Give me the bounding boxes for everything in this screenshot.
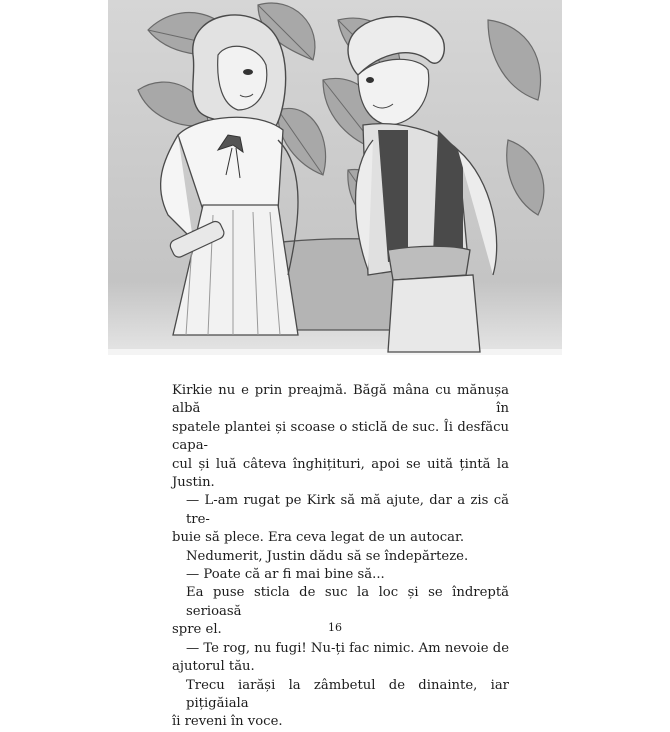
text-line: buie să plece. Era ceva legat de un autocar. xyxy=(172,530,465,546)
page-number: 16 xyxy=(328,621,342,634)
paragraph-3 xyxy=(172,548,509,566)
paragraph-1 xyxy=(172,382,509,492)
text-line: cul și luă câteva înghițituri, apoi se uită țintă la Justin. xyxy=(172,456,509,491)
text-line: Nedumerit, Justin dădu să se îndepărteze. xyxy=(186,548,469,564)
text-line: Kirkie nu e prin preajmă. Băgă mâna cu mănușa albă în xyxy=(172,383,509,417)
text-line: îi reveni în voce. xyxy=(172,714,283,730)
text-line: — Te rog, nu fugi! Nu-ți fac nimic. Am nevoie de xyxy=(186,640,510,656)
text-line: Trecu iarăși la zâmbetul de dinainte, iar pițigăiala xyxy=(186,677,509,711)
text-line: ajutorul tău. xyxy=(172,659,255,675)
paragraph-6 xyxy=(172,640,509,677)
paragraph-7 xyxy=(172,677,509,732)
text-line: — Poate că ar fi mai bine să... xyxy=(186,567,385,583)
text-line: — L-am rugat pe Kirk să mă ajute, dar a zis că tre- xyxy=(186,493,509,527)
paragraph-2 xyxy=(172,492,509,547)
illustration-girl-and-boy xyxy=(108,0,562,360)
story-text xyxy=(172,382,509,732)
illustration-svg xyxy=(108,0,562,360)
text-line: Ea puse sticla de suc la loc și se îndreptă serioasă xyxy=(186,585,509,619)
text-line: spatele plantei și scoase o sticlă de suc. Îi desfăcu capa- xyxy=(172,419,509,454)
paragraph-4 xyxy=(172,566,509,584)
text-line: spre el. xyxy=(172,622,222,638)
book-page xyxy=(108,0,562,730)
